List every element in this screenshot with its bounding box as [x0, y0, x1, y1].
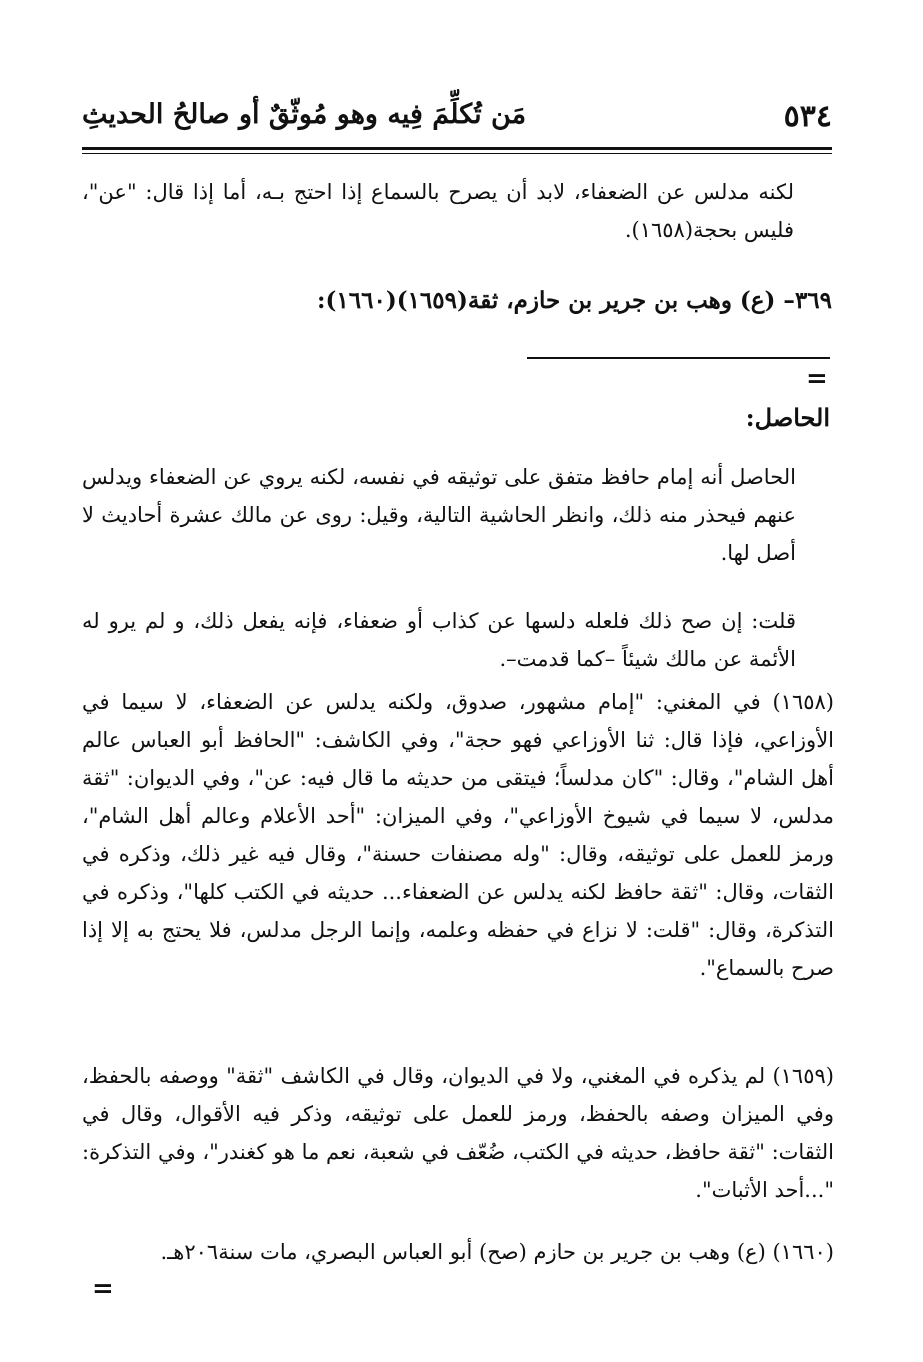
continuation-mark: = [806, 364, 828, 394]
footnote-1658 [82, 683, 834, 987]
footnote-text: (ع) وهب بن جرير بن حازم (صح) أبو العباس البصري، مات سنة٢٠٦هـ. [160, 1240, 766, 1264]
footnote-text: في المغني: "إمام مشهور، صدوق، ولكنه يدلس عن الضعفاء، لا سيما في الأوزاعي، فإذا قال: ثنا الأوزاعي فهو حجة"، وفي الكاشف: "الحافظ أبو العباس عالم أهل الشام"، وقال: "كان مدلساً؛ فيتقى من حديثه ما قال فيه: عن"، وفي الديوان: "ثقة مدلس، لا سيما في شيوخ الأوزاعي"، وفي الميزان: "أحد الأعلام وعالم أهل الشام"، ورمز للعمل على توثيقه، وقال: "وله مصنفات حسنة"، وقال فيه غير ذلك، وذكره في الثقات، وقال: "ثقة حافظ لكنه يدلس عن الضعفاء... حديثه في الكتب كلها"، وذكره في التذكرة، وقال: "قلت: لا نزاع في حفظه وعلمه، وإنما الرجل مدلس، فلا يحتج به إلا إذا صرح بالسماع". [82, 690, 834, 980]
continuation-mark-bottom: = [92, 1274, 114, 1304]
hasil-heading: الحاصل: [745, 403, 830, 432]
footnote-number: (١٦٥٨) [772, 690, 834, 714]
entry-title: ٣٦٩– (ع) وهب بن جرير بن حازم، ثقة(١٦٥٩)(١٦٦٠): [317, 287, 832, 314]
footnote-separator [527, 357, 830, 359]
running-title: مَن تُكلِّمَ فِيه وهو مُوثّقٌ أو صالحُ الحديثِ [82, 99, 527, 130]
footnote-number: (١٦٦٠) [772, 1240, 834, 1264]
page-header [82, 95, 832, 145]
footnote-1660 [82, 1233, 834, 1271]
hasil-paragraph-1: الحاصل أنه إمام حافظ متفق على توثيقه في نفسه، لكنه يروي عن الضعفاء ويدلس عنهم فيحذر منه ذلك، وانظر الحاشية التالية، وقيل: روى عن مالك عشرة أحاديث لا أصل لها. [82, 465, 796, 565]
footnote-number: (١٦٥٩) [772, 1064, 834, 1088]
page-number: ٥٣٤ [783, 99, 832, 134]
footnote-1659 [82, 1057, 834, 1209]
header-rule [82, 147, 832, 154]
hasil-paragraph-2: قلت: إن صح ذلك فلعله دلسها عن كذاب أو ضعفاء، فإنه يفعل ذلك، و لم يرو له الأئمة عن مالك شيئاً –كما قدمت–. [82, 609, 796, 671]
footnote-text: لم يذكره في المغني، ولا في الديوان، وقال في الكاشف "ثقة" ووصفه بالحفظ، وفي الميزان وصفه بالحفظ، ورمز للعمل على توثيقه، وذكر فيه الأقوال، وقال في الثقات: "ثقة حافظ، حديثه في الكتب، ضُعّف في شعبة، نعم ما هو كغندر"، وفي التذكرة: "...أحد الأثبات". [82, 1064, 834, 1202]
top-paragraph: لكنه مدلس عن الضعفاء، لابد أن يصرح بالسماع إذا احتج بـه، أما إذا قال: "عن"، فليس بحجة(١٦٥٨). [82, 180, 794, 242]
